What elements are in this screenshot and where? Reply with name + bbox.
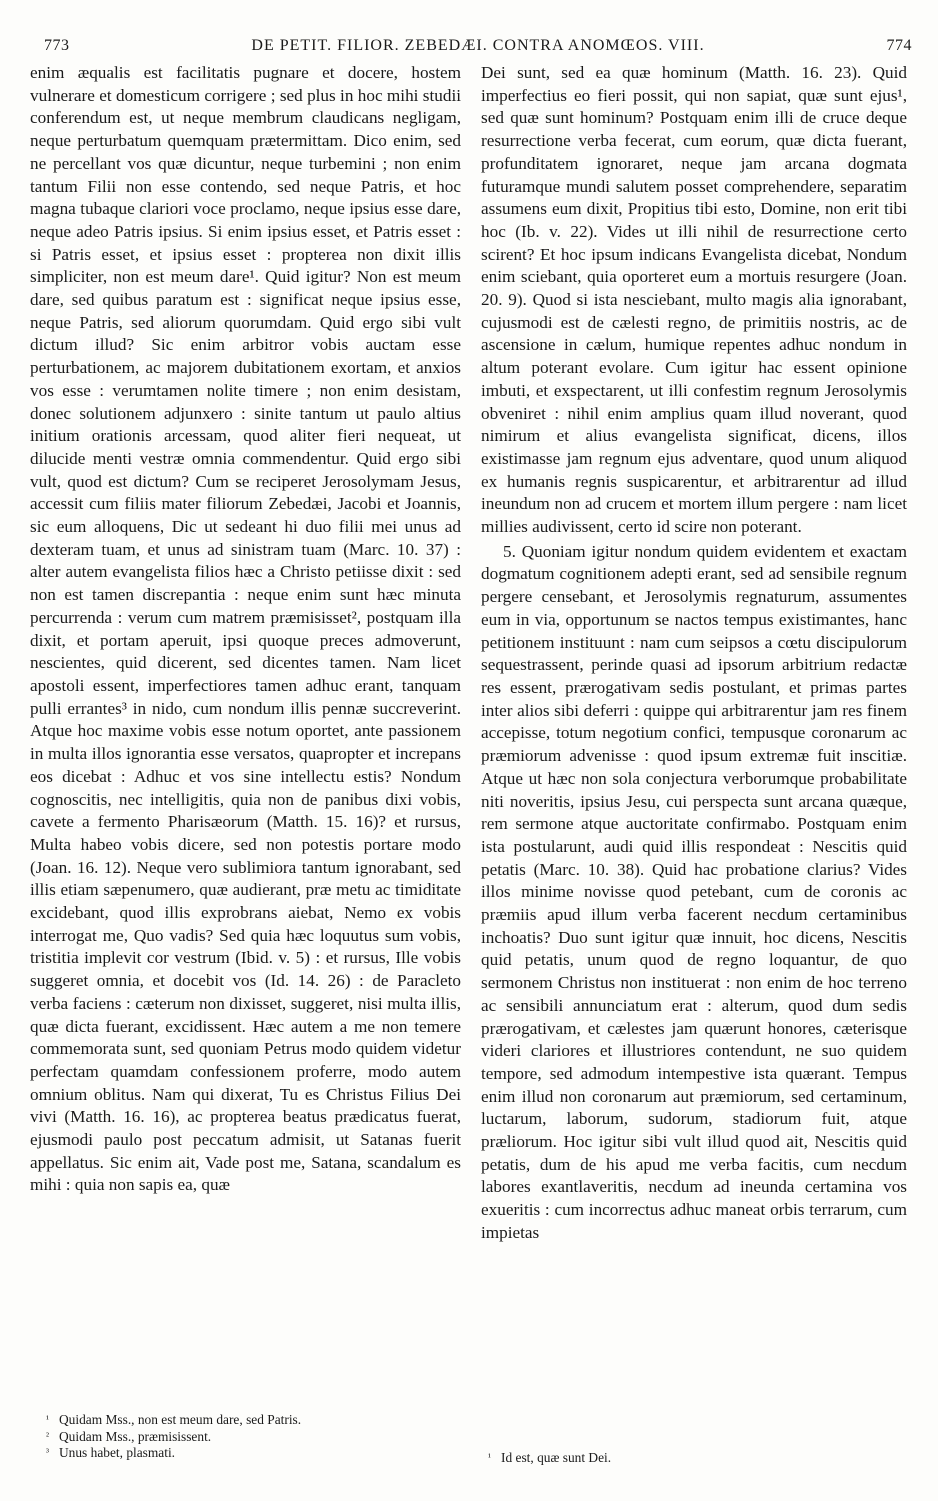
footnote-text: Unus habet, plasmati. (59, 1445, 176, 1460)
paragraph: 5. Quoniam igitur nondum quidem evidentem et exactam dogmatum cognitionem adepti erant, sed ad sensibile regnum pergere censebant, et Jerosolymis regnaturum, assumentes eum in via, opportunum se nactos tempus existimantes, hanc petitionem instituunt : nam cum seipsos a cœtu discipulorum sequestrassent, perinde quasi ad ipsorum arbitrium redactæ res essent, prærogativam sedis postulant, et primas partes inter alios sibi deferri : quippe qui arbitrarentur jam res finem accepisse, totum negotium confici, tempusque coronarum ac præmiorum advenisse : quod ipsum extremæ fuit inscitiæ. Atque ut hæc non sola conjectura verborumque probabilitate niti noveritis, ipsius Jesu, cui perspecta sunt arcana quæque, rem sermone atque auctoritate confirmabo. Postquam enim ista postularunt, audi quid illis respondeat : Nescitis quid petatis (Marc. 10. 38). Quid hac probatione clarius? Vides illos minime novisse quod petebant, cum de coronis ac præmiis apud illum verba facerent necdum certaminibus inchoatis? Duo sunt igitur quæ innuit, hoc dicens, Nescitis quid petatis, unum quod de regno loquantur, de quo sermonem Christus non instituerat : non enim de hoc terreno ac sensibili annunciatum erat : alterum, quod dum sedis prærogativam, et cælestes jam quærunt honores, cæterisque videri clariores et illustriores contendunt, ne suo quidem tempore, sed admodum intempestive ista quærant. Tempus enim illud non coronarum aut præmiorum, sed certaminum, luctarum, laborum, sudorum, stadiorum fuit, atque præliorum. Hoc igitur sibi vult illud quod ait, Nescitis quid petatis, dum de his apud me verba facitis, cum necdum labores exantlaveritis, necdum ad ineunda certamina vos exueritis : cum incorrectus adhuc maneat orbis terrarum, cum impietas (481, 541, 907, 1242)
footnote (488, 1450, 898, 1467)
running-title: DE PETIT. FILIOR. ZEBEDÆI. CONTRA ANOMŒOS. VIII. (251, 37, 705, 54)
footnotes-right (488, 1450, 898, 1467)
paragraph: Dei sunt, sed ea quæ hominum (Matth. 16. 23). Quid imperfectius eo fieri possit, qui non sapiat, quæ sunt ejus¹, sed quæ sunt hominum? Postquam enim illi de cruce deque resurrectione verba fecerat, cum eorum, quæ dicta fuerant, profunditatem ignoraret, neque jam arcana dogmata futuramque mundi salutem posset comprehendere, separatim assumens eum dixit, Propitius tibi esto, Domine, non erit tibi hoc (Ib. v. 22). Vides ut illi nihil de resurrectione certo scirent? Et hoc ipsum indicans Evangelista dicebat, Nondum enim sciebant, quia oporteret eum a mortuis resurgere (Joan. 20. 9). Quod si ista nesciebant, multo magis alia ignorabant, cujusmodi est de cælesti regno, de primitiis nostris, ac de ascensione in cælum, humique repentes adhuc nondum in altum poterant evolare. Cum igitur hac essent opinione imbuti, et exspectarent, ut illi confestim regnum Jerosolymis obveniret : nihil enim amplius quam illud noverant, quod nimirum et alius evangelista significat, dicens, illos existimasse jam regnum ejus adventare, quod unum aliquod ex humanis regnis suspicarentur, et arbitrarentur ad illud ineundum non ad crucem et mortem illum pergere : nam licet millies audivissent, certo id scire non poterant. (481, 63, 907, 537)
footnote-text: Quidam Mss., præmisissent. (59, 1428, 212, 1444)
running-header (44, 34, 912, 58)
footnote-text: Id est, quæ sunt Dei. (501, 1450, 612, 1465)
paragraph: enim æqualis est facilitatis pugnare et docere, hostem vulnerare et domesticum corrigere ; sed plus in hoc mihi studii conferendum est, ut neque membrum claudicans negligam, neque perturbatum quemquam prætermittam. Dico enim, sed ne percellant vos quæ dicuntur, neque turbemini ; non enim tantum Filii non esse contendo, sed neque Patris, et hoc magna tubaque clariori voce proclamo, neque ipsius esse dare, neque adeo Patris ipsius. Si enim ipsius esset, et Patris esset : si Patris esset, et ipsius esset : propterea non dixit illis simpliciter, non est meum dare¹. Quid igitur? Non est meum dare, sed quibus paratum est : significat neque ipsius esse, neque Patris, sed aliorum quorumdam. Quid ergo sibi vult dictum illud? Sic enim arbitror vobis auctam esse perturbationem, ac majorem dubitationem exortam, et anxios vos esse : verumtamen nolite timere ; non enim desistam, donec solutionem adjunxero : sinite tantum ut paulo altius initium orationis arcessam, quod aliter fieri nequeat, ut dilucide menti vestræ omnia commendentur. Quid ergo sibi vult, quod est dictum? Cum se reciperet Jerosolymam Jesus, accessit cum filiis mater filiorum Zebedæi, Jacobi et Joannis, sic eum alloquens, Dic ut sedeant hi duo filii mei unus ad dexteram tuam, et unus ad sinistram tuam (Marc. 10. 37) : alter autem evangelista filios hæc a Christo petiisse dixit : sed non est tamen discrepantia : neque enim sunt hæc minuta percurrenda : verum cum matrem præmisisset², postquam illa dixit, et portam aperuit, ipsi quoque preces admoverunt, nescientes, quid dicerent, sed dicentes tamen. Nam licet apostoli essent, imperfectiores tamen adhuc erant, tanquam pulli errantes³ in nido, cum nondum illis pennæ succreverint. Atque hoc maxime vobis esse notum oportet, ante passionem in multa illos ignorantia esse versatos, quapropter et increpans eos dicebat : Adhuc et vos sine intellectu estis? Nondum cognoscitis, nec intelligitis, quia non de panibus dixi vobis, cavete a fermento Pharisæorum (Matth. 15. 16)? et rursus, Multa habeo vobis dicere, sed non potestis portare modo (Joan. 16. 12). Neque vero sublimiora tantum ignorabant, sed illis etiam sæpenumero, quæ audierant, præ metu ac timiditate excidebant, quod illis exprobrans aiebat, Nemo ex vobis interrogat me, Quo vadis? Sed quia hæc loquutus sum vobis, tristitia implevit cor vestrum (Ibid. v. 5) : et rursus, Ille vobis suggeret omnia, et docebit vos (Id. 14. 26) : de Paracleto verba faciens : cæterum non dixisset, suggeret, nisi multa illis, quæ dicta fuerant, excidissent. Hæc autem a me non temere commemorata sunt, sed quoniam Petrus modo quidem videtur perfectam quamdam confessionem proferre, modo autem omnium oblitus. Nam qui dixerat, Tu es Christus Filius Dei vivi (Matth. 16. 16), ac propterea beatus prædicatus fuerat, ejusmodi paulo post peccatum admisit, ut Satanas fuerit appellatus. Sic enim ait, Vade post me, Satana, scandalum es mihi : quia non sapis ea, quæ (30, 63, 461, 1195)
footnote (46, 1429, 456, 1446)
footnote-mark: ¹ (46, 1414, 49, 1425)
footnote-text: Quidam Mss., non est meum dare, sed Patris. (59, 1412, 302, 1427)
footnote (46, 1412, 456, 1429)
page-number-left: 773 (44, 37, 70, 54)
footnotes-left (46, 1412, 456, 1462)
left-column (30, 62, 461, 1197)
page-number-right: 774 (886, 37, 912, 54)
footnote-mark: ¹ (488, 1452, 491, 1463)
footnote-mark: ³ (46, 1447, 49, 1458)
right-column (481, 62, 907, 1245)
footnote-mark: ² (46, 1430, 49, 1442)
footnote (46, 1445, 456, 1462)
